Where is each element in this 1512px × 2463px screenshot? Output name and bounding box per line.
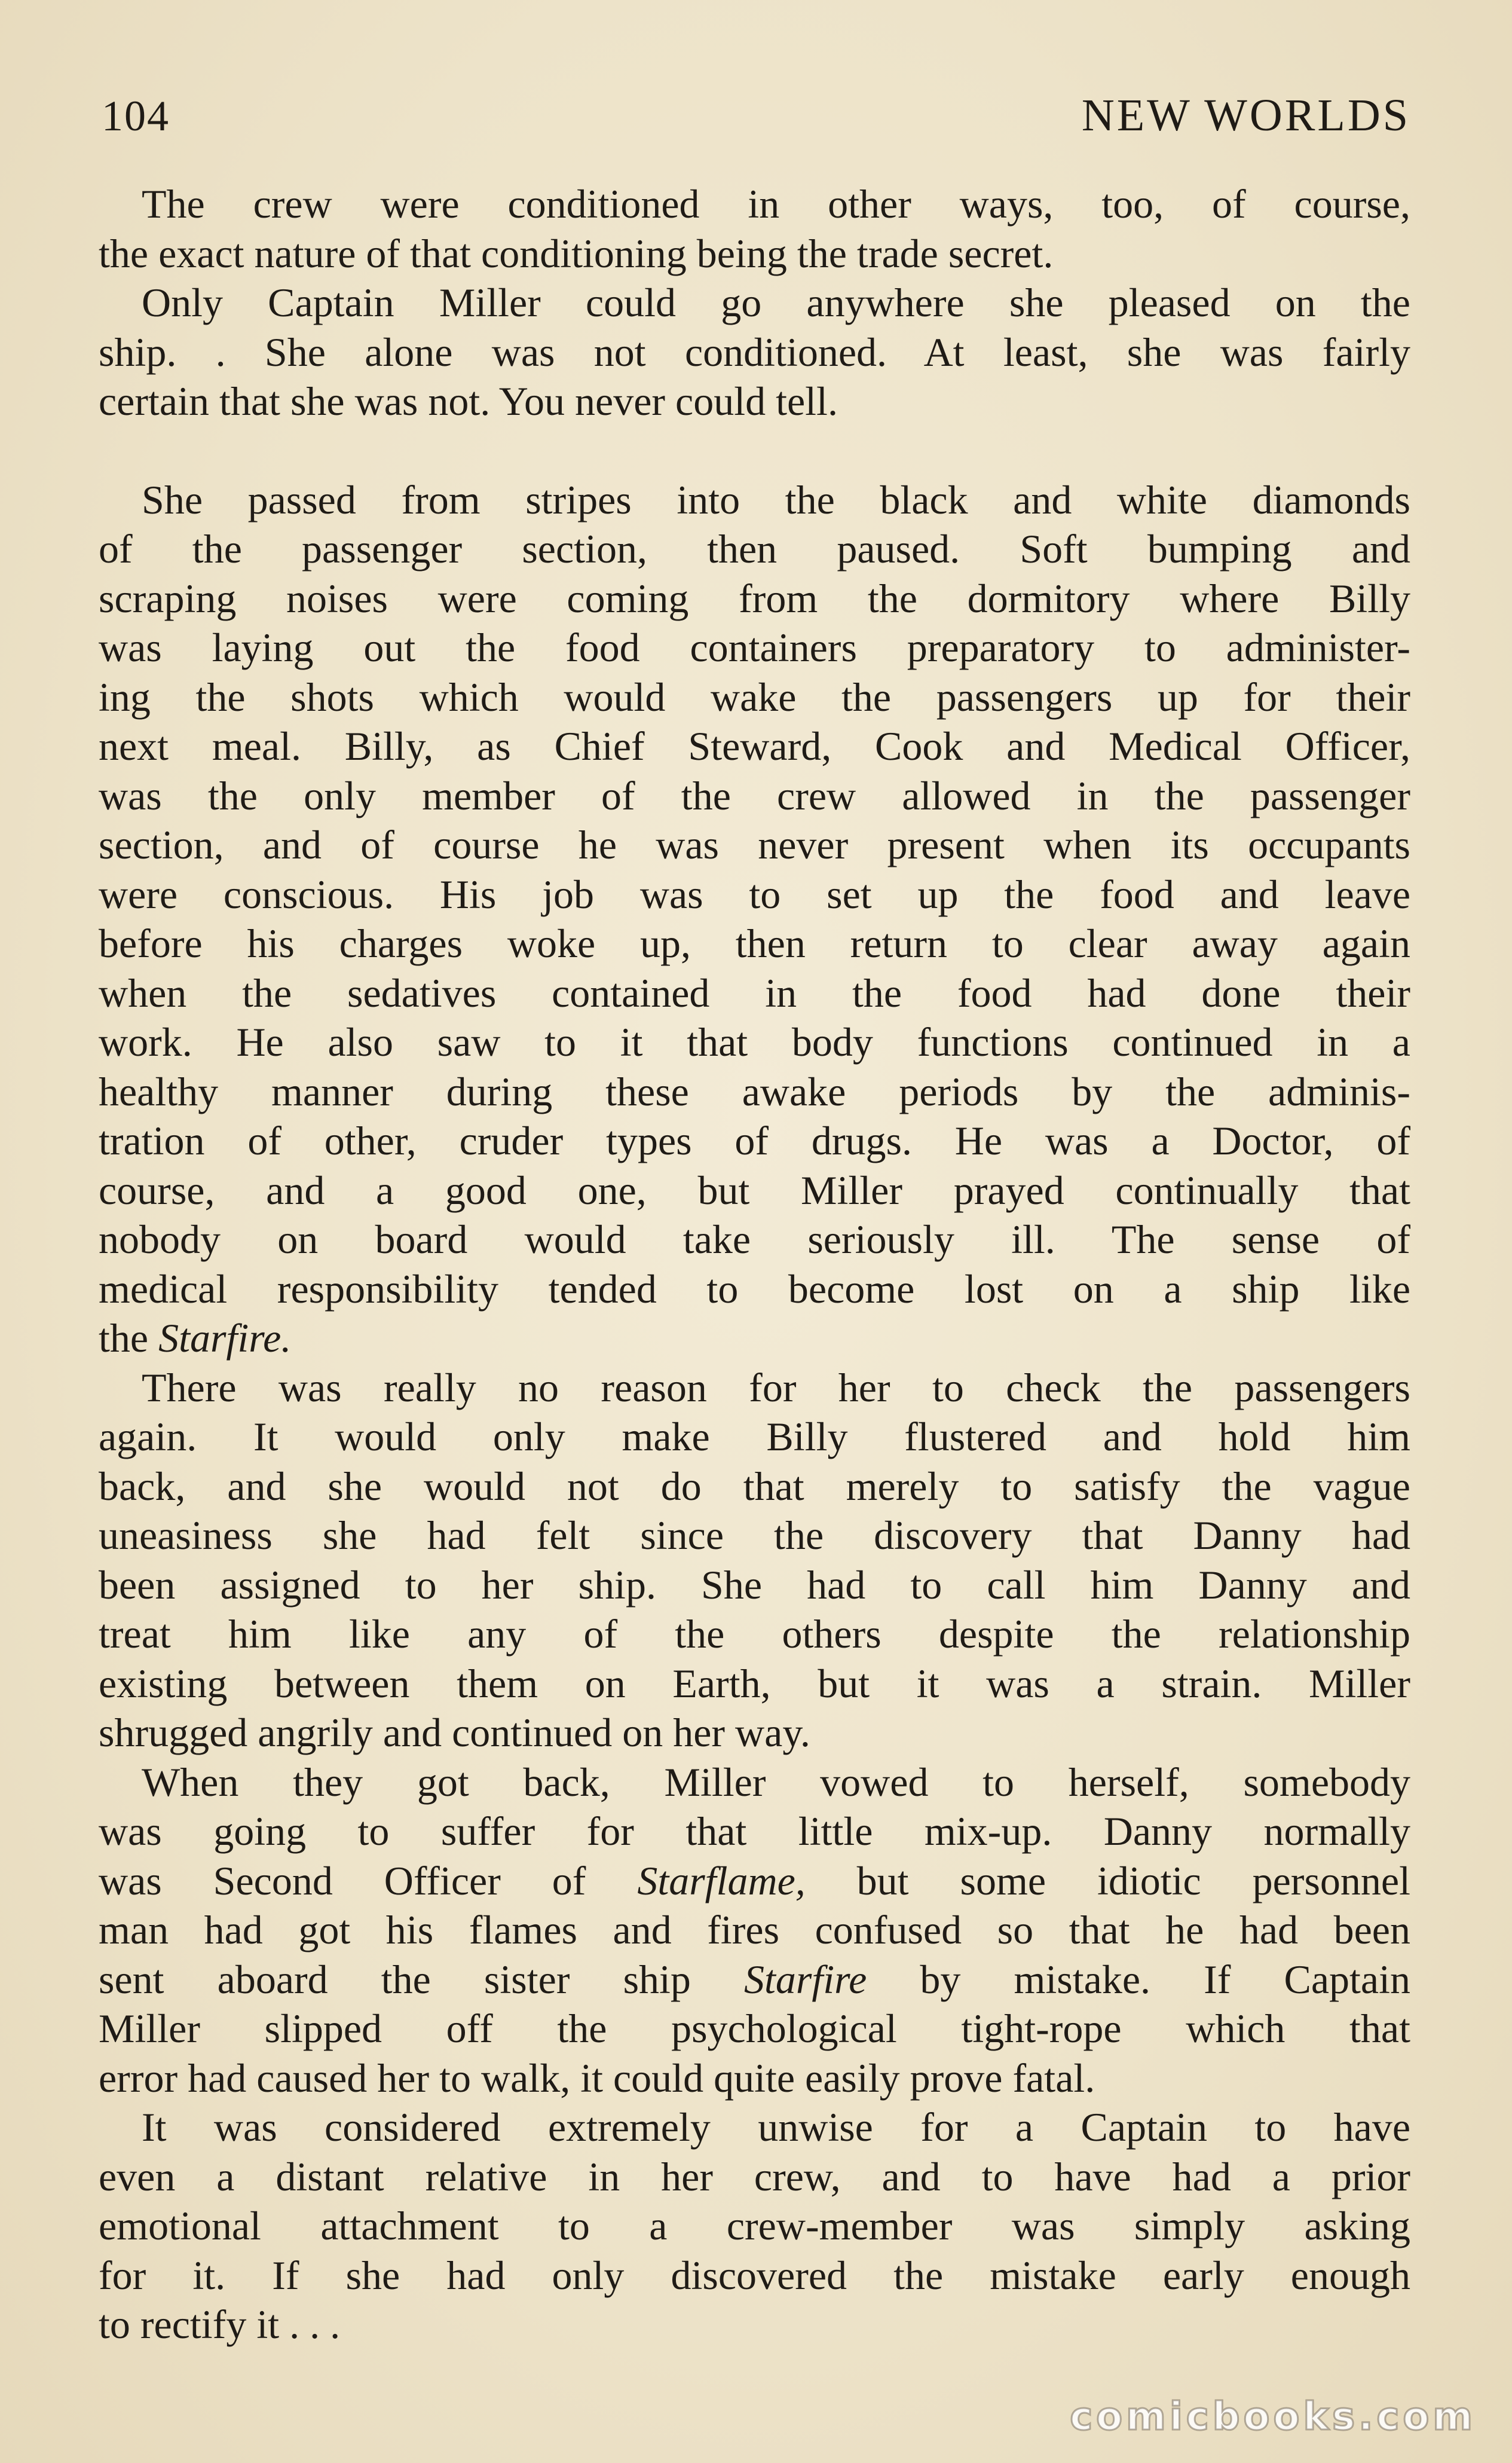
text-line xyxy=(99,1856,1410,1906)
story-text xyxy=(99,179,1410,2349)
text-line: course, and a good one, but Miller prayed continually that xyxy=(99,1167,1410,1213)
text-line: of the passenger section, then paused. Soft bumping and xyxy=(99,526,1410,572)
text-fragment: sent aboard the sister ship xyxy=(99,1956,745,2002)
paragraph-4 xyxy=(99,1363,1410,1758)
text-line: back, and she would not do that merely to satisfy the vague xyxy=(99,1463,1410,1509)
text-fragment: was Second Officer of xyxy=(99,1857,638,1903)
site-watermark: comicbooks.com xyxy=(1070,2395,1476,2439)
text-line: man had got his flames and fires confused so that he had been xyxy=(99,1907,1410,1952)
text-line: shrugged angrily and continued on her way. xyxy=(99,1710,810,1755)
paragraph-3 xyxy=(99,475,1410,1363)
text-line: again. It would only make Billy flustered and hold him xyxy=(99,1414,1410,1459)
ship-name: Starfire xyxy=(744,1956,867,2002)
text-fragment: by mistake. If Captain xyxy=(867,1956,1411,2002)
text-line: She passed from stripes into the black and white diamonds xyxy=(142,476,1410,522)
paragraph-5 xyxy=(99,1758,1410,2103)
text-line: Only Captain Miller could go anywhere she pleased on the xyxy=(142,280,1410,325)
text-line: tration of other, cruder types of drugs. He was a Doctor, of xyxy=(99,1118,1410,1163)
text-line: It was considered extremely unwise for a Captain to have xyxy=(142,2104,1410,2150)
text-line: next meal. Billy, as Chief Steward, Cook and Medical Officer, xyxy=(99,723,1410,769)
text-line: when the sedatives contained in the food had done their xyxy=(99,970,1410,1016)
text-line xyxy=(99,1313,1410,1363)
text-line: were conscious. His job was to set up the food and leave xyxy=(99,871,1410,917)
text-line: section, and of course he was never present when its occupants xyxy=(99,822,1410,867)
text-line: been assigned to her ship. She had to call him Danny and xyxy=(99,1561,1410,1608)
text-line: the exact nature of that conditioning being the trade secret. xyxy=(99,230,1054,276)
text-line: was the only member of the crew allowed in the passenger xyxy=(99,772,1410,818)
paragraph-1 xyxy=(99,179,1410,278)
page-number: 104 xyxy=(102,92,170,140)
text-line: uneasiness she had felt since the discovery that Danny had xyxy=(99,1512,1410,1558)
text-line: to rectify it . . . xyxy=(99,2302,341,2347)
text-line xyxy=(99,1955,1410,2004)
text-line: Miller slipped off the psychological tight-rope which that xyxy=(99,2006,1410,2051)
text-line: existing between them on Earth, but it was a strain. Miller xyxy=(99,1660,1410,1706)
text-line: medical responsibility tended to become lost on a ship like xyxy=(99,1266,1410,1312)
text-line: treat him like any of the others despite the relationship xyxy=(99,1611,1410,1657)
text-line: scraping noises were coming from the dormitory where Billy xyxy=(99,575,1410,621)
text-line: When they got back, Miller vowed to herself, somebody xyxy=(142,1759,1410,1805)
text-line: error had caused her to walk, it could quite easily prove fatal. xyxy=(99,2055,1095,2101)
text-line: even a distant relative in her crew, and to have had a prior xyxy=(99,2153,1410,2199)
text-line: emotional attachment to a crew-member was simply asking xyxy=(99,2203,1410,2248)
text-line: healthy manner during these awake periods by the adminis- xyxy=(99,1068,1410,1114)
text-fragment: but some idiotic personnel xyxy=(805,1857,1410,1903)
text-line: work. He also saw to it that body functions continued in a xyxy=(99,1019,1410,1065)
paragraph-2 xyxy=(99,278,1410,426)
ship-name: Starflame, xyxy=(637,1857,806,1903)
text-line: before his charges woke up, then return to clear away again xyxy=(99,921,1410,966)
text-fragment: the xyxy=(99,1315,159,1361)
ship-name: Starfire. xyxy=(158,1315,292,1361)
running-title: NEW WORLDS xyxy=(1081,90,1410,140)
text-line: was laying out the food containers preparatory to administer- xyxy=(99,625,1410,670)
text-line: nobody on board would take seriously ill. The sense of xyxy=(99,1217,1410,1262)
paragraph-6 xyxy=(99,2103,1410,2349)
text-line: ship. . She alone was not conditioned. At least, she was fairly xyxy=(99,329,1410,375)
page-header xyxy=(102,90,1410,149)
text-line: There was really no reason for her to check the passengers xyxy=(142,1364,1410,1410)
text-line: ing the shots which would wake the passengers up for their xyxy=(99,674,1410,720)
text-line: for it. If she had only discovered the mistake early enough xyxy=(99,2252,1410,2298)
text-line: certain that she was not. You never could tell. xyxy=(99,378,838,424)
text-line: was going to suffer for that little mix-up. Danny normally xyxy=(99,1808,1410,1854)
text-line: The crew were conditioned in other ways, too, of course, xyxy=(142,181,1410,227)
